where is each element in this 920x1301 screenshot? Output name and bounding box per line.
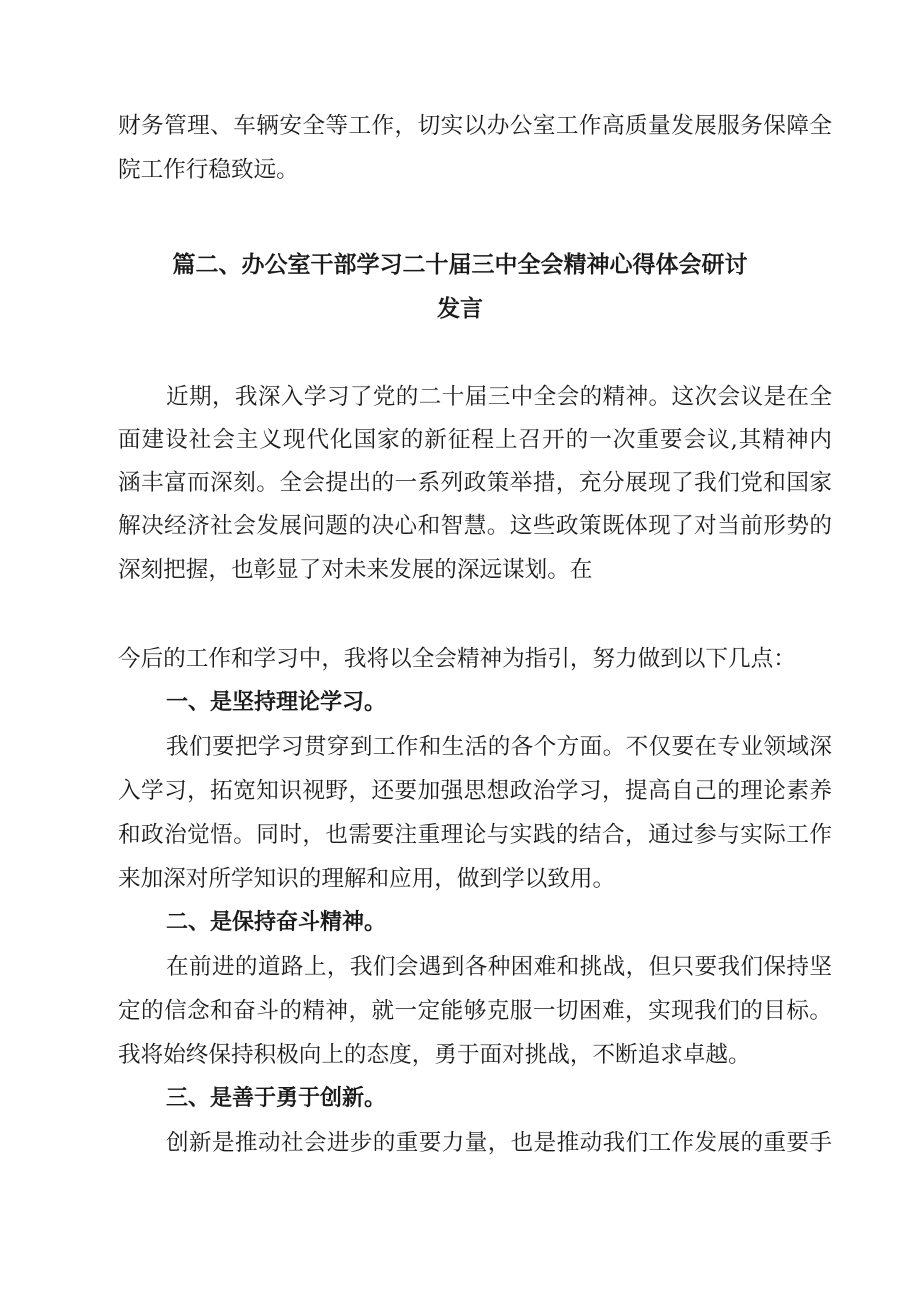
article-title-line-1: 篇二、办公室干部学习二十届三中全会精神心得体会研讨 [172, 252, 748, 278]
section1-heading: 一、是坚持理论学习。 [166, 690, 387, 715]
intro-line-2: 院工作行稳致远。 [118, 157, 299, 183]
section1-line-1: 我们要把学习贯穿到工作和生活的各个方面。不仅要在专业领域深 [166, 734, 832, 760]
section2-heading: 二、是保持奋斗精神。 [166, 910, 387, 935]
para1-line-1: 近期，我深入学习了党的二十届三中全会的精神。这次会议是在全 [166, 384, 832, 410]
section1-line-3: 和政治觉悟。同时，也需要注重理论与实践的结合，通过参与实际工作 [118, 822, 832, 848]
section3-line-1: 创新是推动社会进步的重要力量，也是推动我们工作发展的重要手 [166, 1130, 832, 1156]
section3-heading: 三、是善于勇于创新。 [166, 1086, 387, 1111]
para1-line-4: 解决经济社会发展问题的决心和智慧。这些政策既体现了对当前形势的 [118, 513, 832, 539]
para2-line-1: 今后的工作和学习中，我将以全会精神为指引，努力做到以下几点： [118, 646, 796, 672]
para1-line-5: 深刻把握，也彰显了对未来发展的深远谋划。在 [118, 557, 593, 583]
para1-line-3: 涵丰富而深刻。全会提出的一系列政策举措，充分展现了我们党和国家 [118, 470, 832, 496]
article-title-line-2: 发言 [437, 296, 483, 322]
section2-line-3: 我将始终保持积极向上的态度，勇于面对挑战，不断追求卓越。 [118, 1042, 751, 1068]
intro-line-1: 财务管理、车辆安全等工作，切实以办公室工作高质量发展服务保障全 [118, 113, 832, 139]
section2-line-1: 在前进的道路上，我们会遇到各种困难和挑战，但只要我们保持坚 [166, 954, 832, 980]
para1-line-2: 面建设社会主义现代化国家的新征程上召开的一次重要会议,其精神内 [118, 427, 832, 453]
section2-line-2: 定的信念和奋斗的精神，就一定能够克服一切困难，实现我们的目标。 [118, 998, 832, 1024]
section1-line-2: 入学习，拓宽知识视野，还要加强思想政治学习，提高自己的理论素养 [118, 778, 832, 804]
section1-line-4: 来加深对所学知识的理解和应用，做到学以致用。 [118, 866, 616, 892]
